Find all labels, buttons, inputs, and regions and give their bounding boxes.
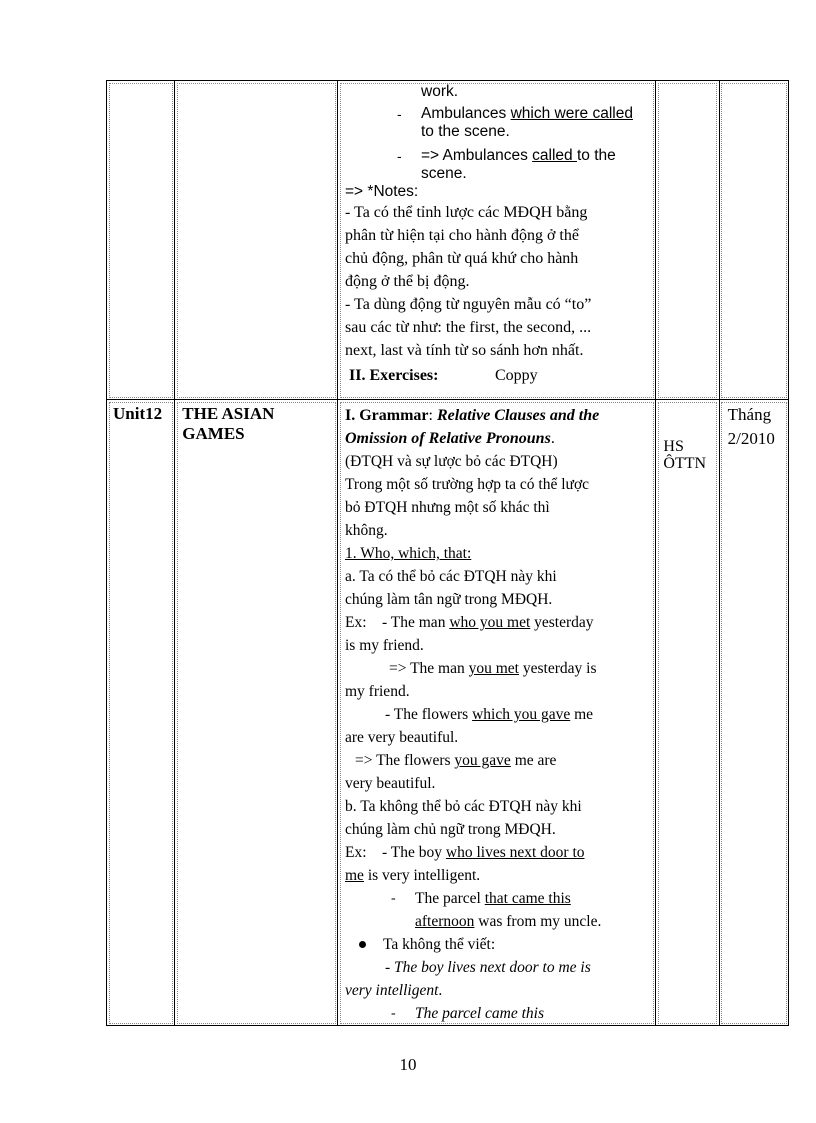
- content-line: a. Ta có thể bỏ các ĐTQH này khi: [345, 568, 557, 585]
- content-line: chúng làm tân ngữ trong MĐQH.: [345, 591, 553, 608]
- bullet-item: Ta không thể viết:: [345, 933, 649, 956]
- content-line: (ĐTQH và sự lược bỏ các ĐTQH): [345, 453, 558, 470]
- content-cell: [338, 400, 656, 1026]
- note-line: - Ta có thể tỉnh lược các MĐQH bằng: [345, 204, 588, 221]
- bullet-dot: [359, 941, 366, 948]
- grammar-heading: I. Grammar: Relative Clauses and the Omission of Relative Pronouns.: [345, 407, 600, 447]
- table-row: [107, 400, 789, 1026]
- example-line: is my friend.: [345, 637, 424, 654]
- topic-cell-empty: [175, 81, 338, 400]
- italic-example-line: very intelligent.: [345, 982, 443, 999]
- topic-cell: [175, 400, 338, 1026]
- unit-cell: [107, 400, 175, 1026]
- example-parcel: - The parcel that came this afternoon was from my uncle.: [345, 887, 649, 933]
- time-cell-empty: [719, 81, 788, 400]
- note-line: sau các từ như: the first, the second, ...: [345, 319, 592, 336]
- example-line: are very beautiful.: [345, 729, 459, 746]
- content-line: b. Ta không thể bỏ các ĐTQH này khi: [345, 798, 582, 815]
- example-line: very beautiful.: [345, 775, 436, 792]
- content-cell: [338, 81, 656, 400]
- note-line: next, last và tính từ so sánh hơn nhất.: [345, 342, 584, 359]
- content-line: bỏ ĐTQH nhưng một số khác thì: [345, 499, 550, 516]
- example-ambulances-1: - Ambulances which were called to the scene.: [397, 105, 633, 140]
- exercises-label: II. Exercises:: [349, 367, 439, 384]
- example-line: => The flowers you gave me are: [355, 752, 557, 769]
- objective-text: HS ÔTTN: [663, 438, 707, 472]
- objective-cell: [656, 400, 719, 1026]
- italic-example-line: - The boy lives next door to me is: [385, 959, 591, 976]
- example-ambulances-2: - => Ambulances called to the scene.: [397, 147, 616, 182]
- content-line: chúng làm chủ ngữ trong MĐQH.: [345, 821, 556, 838]
- section-heading: 1. Who, which, that:: [345, 545, 472, 562]
- lesson-plan-table: [106, 80, 789, 1026]
- example-line: Ex: - The man who you met yesterday: [345, 614, 594, 631]
- example-line: => The man you met yesterday is: [389, 660, 597, 677]
- content-line: Trong một số trường hợp ta có thể lược: [345, 476, 590, 493]
- dash-marker: -: [397, 148, 402, 164]
- time-text: Tháng 2/2010: [727, 405, 775, 448]
- note-line: phân từ hiện tại cho hành động ở thể: [345, 227, 579, 244]
- example-line: me is very intelligent.: [345, 867, 481, 884]
- line-work: work.: [421, 83, 459, 100]
- page-number: 10: [399, 1055, 417, 1074]
- dash-marker: -: [391, 1006, 396, 1021]
- unit-cell-empty: [107, 81, 175, 400]
- note-line: chủ động, phân từ quá khứ cho hành: [345, 250, 579, 267]
- example-line: Ex: - The boy who lives next door to: [345, 844, 585, 861]
- italic-example-line: - The parcel came this: [345, 1002, 649, 1025]
- objective-cell-empty: [656, 81, 719, 400]
- note-line: - Ta dùng động từ nguyên mẫu có “to”: [345, 296, 592, 313]
- example-line: my friend.: [345, 683, 410, 700]
- dash-marker: -: [391, 891, 396, 906]
- notes-heading: => *Notes:: [345, 183, 419, 200]
- content-line: không.: [345, 522, 388, 539]
- time-cell: [719, 400, 788, 1026]
- dash-marker: -: [397, 106, 402, 122]
- note-line: động ở thể bị động.: [345, 273, 470, 290]
- exercises-line: [345, 364, 649, 387]
- table-row: [107, 81, 789, 400]
- example-line: - The flowers which you gave me: [385, 706, 594, 723]
- unit-label: Unit12: [113, 404, 163, 423]
- topic-title: THE ASIAN GAMES: [182, 404, 275, 443]
- exercises-value: Coppy: [495, 367, 538, 384]
